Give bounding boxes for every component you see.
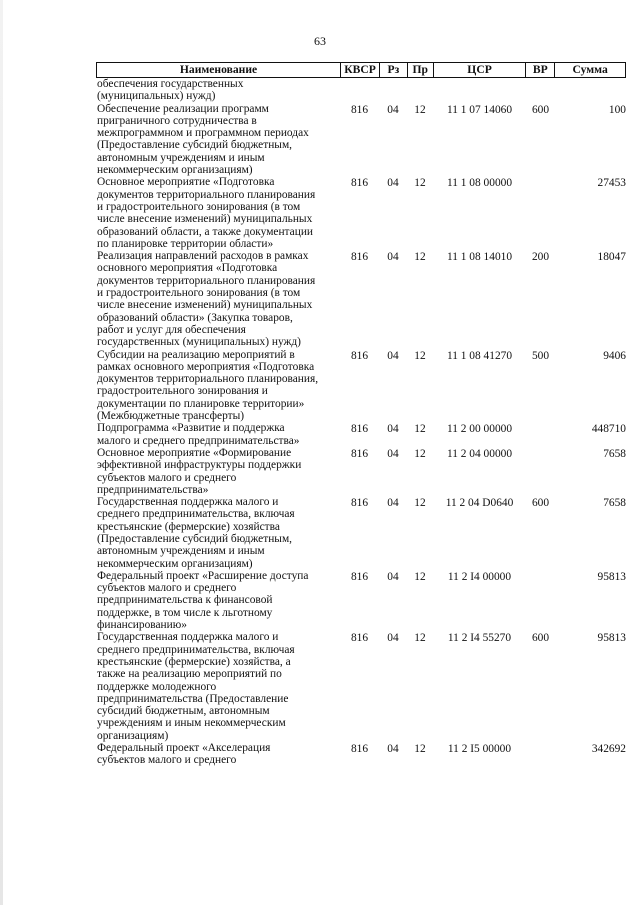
- table-row: [96, 447, 626, 496]
- table-row: [96, 570, 626, 631]
- row-sum: 100: [608, 103, 626, 116]
- row-csr: 11 2 I4 00000: [447, 570, 512, 583]
- table-row: [96, 742, 626, 767]
- row-sum: 7658: [603, 497, 626, 510]
- row-pr: 12: [414, 743, 426, 756]
- row-kvsr: 816: [350, 349, 369, 362]
- row-rz: [379, 78, 407, 79]
- header-name: Наименование: [179, 63, 258, 76]
- row-sum: 95813: [597, 632, 626, 645]
- scan-edge: [0, 0, 3, 905]
- table-row: [96, 349, 626, 423]
- row-pr: 12: [414, 103, 426, 116]
- row-sum: 95813: [597, 570, 626, 583]
- row-csr: 11 2 I4 55270: [447, 632, 512, 645]
- row-sum: 18047: [597, 251, 626, 264]
- row-name: Федеральный проект «Акселерация субъектов малого и среднего: [97, 742, 271, 767]
- header-csr: ЦСР: [433, 63, 526, 77]
- row-rz: 04: [387, 743, 399, 756]
- header-kvsr: КВСР: [340, 63, 379, 77]
- row-csr: 11 1 07 14060: [446, 103, 513, 116]
- row-vr: 600: [531, 632, 550, 645]
- row-csr: [433, 78, 526, 79]
- row-csr: 11 2 04 00000: [446, 447, 513, 460]
- table-row: [96, 78, 626, 103]
- row-sum: 7658: [603, 447, 626, 460]
- row-csr: 11 2 00 00000: [446, 423, 513, 436]
- row-kvsr: 816: [350, 251, 369, 264]
- row-name: Государственная поддержка малого и среднего предпринимательства, включая крестьянские (фермерские) хозяйства (Предоставление субсидий бюджетным, автономным учреждениям и иным некоммерческим организациям): [97, 496, 295, 570]
- row-csr: 11 2 I5 00000: [447, 743, 512, 756]
- row-pr: 12: [414, 632, 426, 645]
- row-csr: 11 1 08 41270: [446, 349, 513, 362]
- budget-table: [96, 62, 626, 767]
- table-header: [96, 62, 626, 78]
- row-sum: 448710: [591, 423, 626, 436]
- row-name: обеспечения государственных (муниципальных) нужд): [97, 78, 244, 103]
- row-name: Основное мероприятие «Подготовка документов территориального планирования и градостроительного зонирования (в том числе внесение изменений) муниципальных образований области, а также документации по планировке территории области»: [97, 176, 316, 250]
- row-rz: 04: [387, 349, 399, 362]
- row-kvsr: 816: [350, 632, 369, 645]
- row-sum: 9406: [603, 349, 626, 362]
- row-sum: 342692: [591, 743, 626, 756]
- table-body: [96, 78, 626, 767]
- row-name: Федеральный проект «Расширение доступа субъектов малого и среднего предпринимательства к финансовой поддержке, в том числе к льготному финансированию»: [97, 569, 309, 632]
- row-name: Субсидии на реализацию мероприятий в рамках основного мероприятия «Подготовка документов территориального планирования, градостроительного зонирования и документации по планировке территории» (Межбюджетные трансферты): [97, 348, 319, 423]
- row-vr: [526, 447, 555, 448]
- row-kvsr: 816: [350, 423, 369, 436]
- row-name: Основное мероприятие «Формирование эффективной инфраструктуры поддержки субъектов малого и среднего предпринимательства»: [97, 446, 302, 496]
- row-vr: 600: [531, 497, 550, 510]
- row-kvsr: 816: [350, 177, 369, 190]
- row-kvsr: 816: [350, 570, 369, 583]
- table-row: [96, 103, 626, 177]
- row-name: Государственная поддержка малого и среднего предпринимательства, включая крестьянские (фермерские) хозяйства, а также на реализацию мероприятий по поддержке молодежного предпринимательства (Предоставление субсидий бюджетным, автономным учреждениям и иным некоммерческим организациям): [97, 631, 295, 742]
- row-rz: 04: [387, 177, 399, 190]
- row-rz: 04: [387, 497, 399, 510]
- row-name: Реализация направлений расходов в рамках основного мероприятия «Подготовка документов территориального планирования и градостроительного зонирования (в том числе внесение изменений) муниципальных образований области» (Закупка товаров, работ и услуг для обеспечения государственных (муниципальных) нужд): [97, 250, 316, 349]
- row-kvsr: 816: [350, 497, 369, 510]
- row-sum: 27453: [597, 177, 626, 190]
- row-rz: 04: [387, 570, 399, 583]
- row-kvsr: 816: [350, 447, 369, 460]
- row-rz: 04: [387, 423, 399, 436]
- row-rz: 04: [387, 632, 399, 645]
- row-pr: 12: [414, 251, 426, 264]
- row-vr: [526, 570, 555, 571]
- table-row: [96, 496, 626, 570]
- row-vr: 600: [531, 103, 550, 116]
- row-vr: [526, 78, 555, 79]
- header-rz: Рз: [379, 63, 407, 77]
- header-vr: ВР: [525, 63, 554, 77]
- row-kvsr: [340, 78, 379, 79]
- row-csr: 11 1 08 14010: [446, 251, 513, 264]
- row-pr: 12: [414, 349, 426, 362]
- row-rz: 04: [387, 103, 399, 116]
- row-kvsr: 816: [350, 743, 369, 756]
- row-vr: 200: [531, 251, 550, 264]
- row-csr: 11 1 08 00000: [446, 177, 513, 190]
- row-vr: [526, 176, 555, 177]
- row-name: Подпрограмма «Развитие и поддержка малого и среднего предпринимательства»: [97, 422, 300, 447]
- row-kvsr: 816: [350, 103, 369, 116]
- row-vr: [526, 422, 555, 423]
- row-rz: 04: [387, 447, 399, 460]
- table-row: [96, 176, 626, 250]
- table-row: [96, 631, 626, 742]
- row-csr: 11 2 04 D0640: [445, 497, 514, 510]
- row-pr: 12: [414, 497, 426, 510]
- row-pr: 12: [414, 177, 426, 190]
- header-sum: Сумма: [554, 63, 625, 77]
- row-rz: 04: [387, 251, 399, 264]
- row-pr: 12: [414, 570, 426, 583]
- table-row: [96, 422, 626, 447]
- row-pr: 12: [414, 423, 426, 436]
- row-pr: 12: [414, 447, 426, 460]
- row-vr: [526, 742, 555, 743]
- table-row: [96, 250, 626, 348]
- row-sum: [555, 78, 626, 79]
- row-pr: [407, 78, 433, 79]
- row-name: Обеспечение реализации программ приграничного сотрудничества в межпрограммном и программном периодах (Предоставление субсидий бюджетным, автономным учреждениям и иным некоммерческим организациям): [97, 102, 309, 177]
- page-number: 63: [314, 34, 326, 48]
- header-pr: Пр: [407, 63, 433, 77]
- row-vr: 500: [531, 349, 550, 362]
